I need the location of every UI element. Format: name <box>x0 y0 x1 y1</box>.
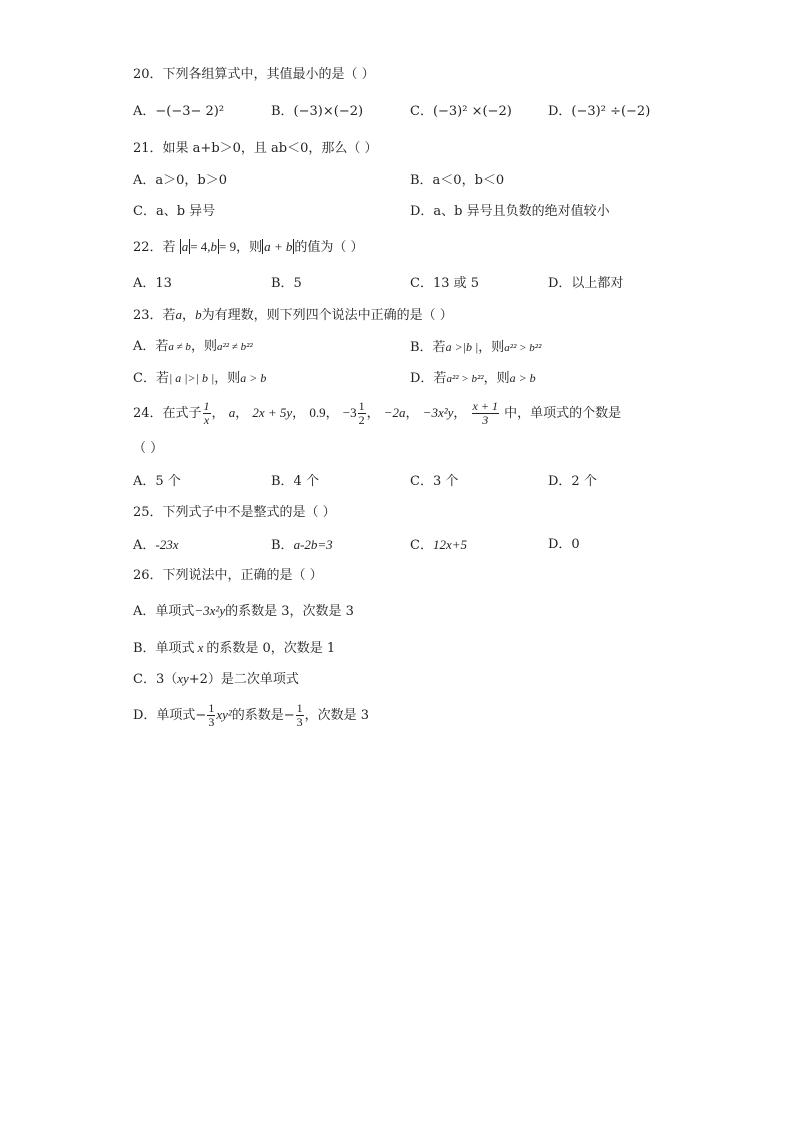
q22-stem <box>133 238 364 257</box>
q26-frac-third-2: $\frac{1}{3}$ <box>296 701 303 729</box>
q22-eq1: = 4, <box>190 239 211 254</box>
q24-stem-post: 中，单项式的个数是 <box>504 406 622 421</box>
q20-stem: 20．下列各组算式中，其值最小的是（ ） <box>133 67 375 82</box>
q22-option-b[interactable]: B．5 <box>271 276 302 291</box>
q23-c-cond: | a |>| b | <box>168 371 215 385</box>
q23-c-concl: a > b <box>240 371 267 385</box>
q22-option-d[interactable]: D．以上都对 <box>548 276 624 291</box>
q23-b-then: ，则 <box>478 340 505 355</box>
q24-paren: （ ） <box>133 441 164 456</box>
q23-option-b[interactable] <box>410 338 541 357</box>
q23-stem-post: 为有理数，则下列四个说法中正确的是（ ） <box>201 308 453 323</box>
q20-option-b[interactable]: B．(−3)×(−2) <box>271 104 364 119</box>
q23-d-concl: a > b <box>509 371 536 385</box>
q23-c-then: ，则 <box>214 371 241 386</box>
q24-term-poly: 2x + 5y <box>252 405 293 420</box>
q22-abs-b: b <box>210 239 218 254</box>
q23-d-then: ，则 <box>483 371 510 386</box>
q24-term-neg2a: −2a <box>383 405 406 420</box>
q24-option-c[interactable]: C．3 个 <box>410 474 459 489</box>
q23-stem-pre: 23．若 <box>133 308 176 323</box>
q23-a-then: ，则 <box>190 339 217 354</box>
q24-frac-half: $\frac{1}{2}$ <box>358 399 365 427</box>
q23-b-cond: a >|b | <box>445 340 479 354</box>
q23-option-d[interactable] <box>410 369 536 388</box>
q25-stem: 25．下列式子中不是整式的是（ ） <box>133 505 336 520</box>
q23-option-c[interactable] <box>133 369 266 388</box>
q23-a-label: A．若 <box>133 339 169 354</box>
q21-option-a[interactable]: A．a＞0，b＞0 <box>133 173 228 188</box>
q24-stem-pre: 24．在式子 <box>133 406 202 421</box>
q22-eq2: = 9 <box>219 239 237 254</box>
q23-a-cond: a ≠ b <box>168 341 191 353</box>
q22-mid: ，则 <box>236 240 263 255</box>
q22-abs-a: a <box>181 239 189 254</box>
q25-option-c[interactable]: C．12x+5 <box>410 537 467 553</box>
q23-var-a: a <box>175 307 183 322</box>
q24-option-b[interactable]: B．4 个 <box>271 474 319 489</box>
q26-option-c[interactable]: C．3（xy+2）是二次单项式 <box>133 671 299 687</box>
q21-option-b[interactable]: B．a＜0，b＜0 <box>410 173 505 188</box>
q22-tail: 的值为（ ） <box>294 240 364 255</box>
q24-stem: 24．在式子 $\frac{1}{x}$ ， a， 2x + 5y， 0.9， −3 $\frac{1}{2}$ ， −2a， −3x²y， $\frac{x + 1}{3}$ 中，单项式的个数是 <box>133 399 622 427</box>
q23-var-b: b <box>195 307 202 322</box>
q21-option-d[interactable]: D．a、b 异号且负数的绝对值较小 <box>410 204 610 219</box>
q20-option-d[interactable]: D．(−3)² ÷(−2) <box>548 104 651 119</box>
q22-option-a[interactable]: A．13 <box>133 276 172 291</box>
q24-term-a: a <box>228 405 236 420</box>
q23-d-cond: a²² > b²² <box>446 373 484 385</box>
q23-stem <box>133 306 453 325</box>
q21-stem: 21．如果 a+b＞0，且 ab＜0，那么（ ） <box>133 141 378 156</box>
q26-frac-third: $\frac{1}{3}$ <box>208 701 215 729</box>
q20-option-c[interactable]: C．(−3)² ×(−2) <box>410 104 512 119</box>
q25-option-b[interactable]: B．a-2b=3 <box>271 537 333 553</box>
q20-option-a[interactable]: A．−(−3− 2)² <box>133 104 225 119</box>
q23-sep: ， <box>182 308 196 323</box>
q24-term-monomial: −3x²y <box>422 405 454 420</box>
q23-a-concl: a²² ≠ b²² <box>216 341 253 353</box>
q26-option-d[interactable]: D．单项式− $\frac{1}{3}$ xy²的系数是− $\frac{1}{3}$ ，次数是 3 <box>133 701 370 729</box>
q24-option-a[interactable]: A．5 个 <box>133 474 181 489</box>
q26-stem: 26．下列说法中，正确的是（ ） <box>133 568 323 583</box>
q23-d-label: D．若 <box>410 371 447 386</box>
q23-option-a[interactable] <box>133 338 253 356</box>
q23-c-label: C．若 <box>133 371 169 386</box>
q26-option-b[interactable]: B．单项式 x 的系数是 0，次数是 1 <box>133 640 336 656</box>
q22-number: 22．若 <box>133 240 176 255</box>
q21-option-c[interactable]: C．a、b 异号 <box>133 204 216 219</box>
q22-abs-sum: a + b <box>264 239 293 254</box>
q23-b-concl: a²² > b²² <box>504 342 542 354</box>
q24-frac-x-plus-1: $\frac{x + 1}{3}$ <box>472 399 498 427</box>
q24-term-mixed-whole: −3 <box>342 405 357 420</box>
q24-option-d[interactable]: D．2 个 <box>548 474 597 489</box>
q25-option-d[interactable]: D．0 <box>548 537 580 552</box>
q24-term-decimal: 0.9 <box>309 405 326 420</box>
q26-option-a[interactable]: A．单项式−3x²y的系数是 3，次数是 3 <box>133 603 354 619</box>
q24-frac-1-over-x: $\frac{1}{x}$ <box>203 399 210 427</box>
q25-option-a[interactable]: A．-23x <box>133 537 179 553</box>
q23-b-label: B．若 <box>410 340 446 355</box>
q22-option-c[interactable]: C．13 或 5 <box>410 276 480 291</box>
